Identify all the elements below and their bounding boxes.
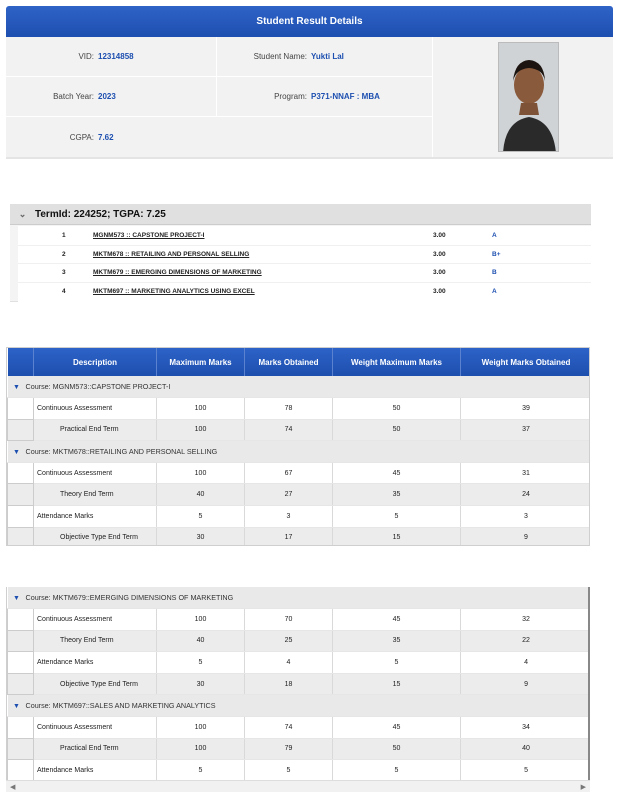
cell-max-marks: 30 — [157, 527, 245, 546]
student-result-title: Student Result Details — [256, 16, 363, 27]
cell-weight-obtained: 40 — [461, 738, 591, 760]
caret-down-icon[interactable]: ▼ — [13, 595, 20, 603]
cell-description: Continuous Assessment — [34, 717, 157, 739]
column-header-marks-obtained[interactable]: Marks Obtained — [245, 348, 333, 376]
table-row — [8, 738, 591, 760]
marks-grid-top — [6, 347, 590, 546]
cell-marks-obtained: 4 — [245, 652, 333, 674]
column-header-weight-obtained[interactable]: Weight Marks Obtained — [461, 348, 591, 376]
course-index: 3 — [62, 269, 66, 277]
cell-weight-obtained: 24 — [461, 484, 591, 506]
column-header-weight-max[interactable]: Weight Maximum Marks — [333, 348, 461, 376]
cell-description: Attendance Marks — [34, 506, 157, 528]
cell-description: Continuous Assessment — [34, 398, 157, 420]
course-group-row[interactable] — [8, 695, 591, 717]
cell-description: Attendance Marks — [34, 652, 157, 674]
cell-weight-max: 50 — [333, 398, 461, 420]
table-row — [8, 484, 591, 506]
table-row — [8, 398, 591, 420]
list-item — [18, 245, 591, 264]
cell-weight-obtained: 32 — [461, 609, 591, 631]
course-grade: B — [492, 269, 497, 277]
cell-weight-obtained: 37 — [461, 419, 591, 441]
student-info-panel — [6, 37, 613, 157]
cell-weight-obtained: 31 — [461, 462, 591, 484]
course-grade: A — [492, 287, 497, 295]
column-header-description[interactable]: Description — [34, 348, 157, 376]
list-item — [18, 263, 591, 282]
vertical-scrollbar[interactable] — [588, 587, 590, 780]
cell-max-marks: 100 — [157, 717, 245, 739]
info-row-2 — [6, 77, 432, 117]
course-index: 2 — [62, 250, 66, 258]
cell-weight-obtained: 9 — [461, 673, 591, 695]
info-row-1 — [6, 37, 432, 77]
cell-weight-obtained: 4 — [461, 652, 591, 674]
program-value: P371-NNAF : MBA — [311, 92, 380, 101]
cell-weight-max: 45 — [333, 609, 461, 631]
student-photo-area — [432, 37, 613, 157]
avatar-icon — [499, 43, 559, 152]
term-course-list — [18, 226, 591, 302]
cell-marks-obtained: 27 — [245, 484, 333, 506]
course-link[interactable]: MKTM697 :: MARKETING ANALYTICS USING EXCEL — [93, 287, 255, 295]
list-item — [18, 282, 591, 301]
table-row — [8, 673, 591, 695]
student-result-header — [6, 6, 613, 37]
cell-max-marks: 30 — [157, 673, 245, 695]
table-row — [8, 717, 591, 739]
cell-weight-obtained: 9 — [461, 527, 591, 546]
row-selector[interactable] — [8, 506, 34, 528]
cell-weight-max: 50 — [333, 738, 461, 760]
cell-description: Practical End Term — [34, 738, 157, 760]
vid-label: VID: — [78, 52, 94, 61]
term-title: TermId: 224252; TGPA: 7.25 — [35, 208, 166, 220]
cell-weight-obtained: 22 — [461, 630, 591, 652]
cell-description: Attendance Marks — [34, 760, 157, 782]
course-group-row[interactable] — [8, 441, 591, 463]
scroll-right-icon[interactable]: ▶ — [580, 783, 586, 791]
marks-table-continued — [7, 587, 590, 782]
table-row — [8, 760, 591, 782]
caret-down-icon[interactable]: ▼ — [13, 384, 20, 392]
course-group-label: Course: MKTM697::SALES AND MARKETING ANALYTICS — [25, 701, 216, 711]
course-grade: A — [492, 231, 497, 239]
cell-max-marks: 5 — [157, 652, 245, 674]
cell-weight-obtained: 34 — [461, 717, 591, 739]
cell-marks-obtained: 3 — [245, 506, 333, 528]
course-link[interactable]: MGNM573 :: CAPSTONE PROJECT-I — [93, 231, 205, 239]
term-header[interactable] — [10, 204, 591, 225]
row-selector[interactable] — [8, 673, 34, 695]
cell-max-marks: 100 — [157, 419, 245, 441]
table-row — [8, 527, 591, 546]
cell-weight-max: 5 — [333, 652, 461, 674]
cell-marks-obtained: 18 — [245, 673, 333, 695]
student-name-value: Yukti Lal — [311, 52, 344, 61]
table-row — [8, 652, 591, 674]
cell-weight-obtained: 39 — [461, 398, 591, 420]
cell-weight-max: 35 — [333, 630, 461, 652]
row-selector[interactable] — [8, 419, 34, 441]
cell-weight-max: 5 — [333, 760, 461, 782]
cell-weight-max: 5 — [333, 506, 461, 528]
horizontal-scrollbar[interactable] — [6, 780, 590, 792]
term-panel — [10, 204, 591, 302]
course-group-label: Course: MGNM573::CAPSTONE PROJECT-I — [25, 382, 171, 392]
cgpa-label: CGPA: — [69, 132, 94, 142]
cell-max-marks: 100 — [157, 609, 245, 631]
course-index: 1 — [62, 231, 66, 239]
row-selector[interactable] — [8, 760, 34, 782]
table-row — [8, 462, 591, 484]
cell-description: Theory End Term — [34, 484, 157, 506]
table-header-row — [8, 348, 591, 376]
cell-description: Practical End Term — [34, 419, 157, 441]
cell-marks-obtained: 25 — [245, 630, 333, 652]
course-link[interactable]: MKTM679 :: EMERGING DIMENSIONS OF MARKETING — [93, 269, 262, 277]
cell-weight-max: 35 — [333, 484, 461, 506]
course-group-row[interactable] — [8, 376, 591, 398]
row-selector[interactable] — [8, 527, 34, 546]
cell-weight-max: 50 — [333, 419, 461, 441]
cell-weight-max: 45 — [333, 717, 461, 739]
cell-marks-obtained: 5 — [245, 760, 333, 782]
cell-marks-obtained: 67 — [245, 462, 333, 484]
cell-max-marks: 100 — [157, 462, 245, 484]
info-row-3 — [6, 117, 432, 157]
course-grade: B+ — [492, 250, 501, 258]
cell-description: Theory End Term — [34, 630, 157, 652]
cell-max-marks: 100 — [157, 738, 245, 760]
course-group-label: Course: MKTM678::RETAILING AND PERSONAL SELLING — [25, 447, 218, 457]
student-photo — [498, 42, 559, 152]
column-header-max-marks[interactable]: Maximum Marks — [157, 348, 245, 376]
cell-description: Objective Type End Term — [34, 673, 157, 695]
caret-down-icon[interactable]: ▼ — [13, 449, 20, 457]
cell-marks-obtained: 70 — [245, 609, 333, 631]
caret-down-icon[interactable]: ▼ — [13, 703, 20, 711]
marks-table — [7, 348, 590, 546]
list-item — [18, 226, 591, 245]
cell-description: Continuous Assessment — [34, 462, 157, 484]
row-selector[interactable] — [8, 462, 34, 484]
cell-weight-obtained: 5 — [461, 760, 591, 782]
row-selector[interactable] — [8, 609, 34, 631]
program-label: Program: — [274, 92, 307, 101]
row-selector[interactable] — [8, 484, 34, 506]
batch-year-value: 2023 — [98, 92, 116, 101]
vid-value: 12314858 — [98, 52, 134, 61]
cell-weight-max: 45 — [333, 462, 461, 484]
table-row — [8, 630, 591, 652]
table-row — [8, 609, 591, 631]
row-selector[interactable] — [8, 717, 34, 739]
chevron-down-icon[interactable]: ⌄ — [18, 208, 27, 219]
cell-max-marks: 5 — [157, 506, 245, 528]
cell-max-marks: 40 — [157, 484, 245, 506]
course-index: 4 — [62, 287, 66, 295]
course-link[interactable]: MKTM678 :: RETAILING AND PERSONAL SELLING — [93, 250, 250, 258]
row-selector[interactable] — [8, 652, 34, 674]
course-group-label: Course: MKTM679::EMERGING DIMENSIONS OF MARKETING — [25, 593, 234, 603]
course-credits: 3.00 — [433, 269, 446, 277]
course-credits: 3.00 — [433, 250, 446, 258]
batch-year-label: Batch Year: — [53, 92, 94, 101]
cell-description: Objective Type End Term — [34, 527, 157, 546]
cell-marks-obtained: 78 — [245, 398, 333, 420]
cell-weight-max: 15 — [333, 527, 461, 546]
cell-marks-obtained: 74 — [245, 717, 333, 739]
course-credits: 3.00 — [433, 287, 446, 295]
row-selector[interactable] — [8, 630, 34, 652]
cell-weight-obtained: 3 — [461, 506, 591, 528]
marks-grid-bottom[interactable] — [6, 587, 590, 792]
cgpa-value: 7.62 — [98, 132, 114, 142]
cell-marks-obtained: 17 — [245, 527, 333, 546]
cell-marks-obtained: 74 — [245, 419, 333, 441]
scroll-left-icon[interactable]: ◀ — [10, 783, 16, 791]
course-credits: 3.00 — [433, 231, 446, 239]
table-row — [8, 419, 591, 441]
cell-max-marks: 5 — [157, 760, 245, 782]
student-name-label: Student Name: — [253, 52, 307, 61]
row-selector[interactable] — [8, 738, 34, 760]
row-selector[interactable] — [8, 398, 34, 420]
cell-max-marks: 100 — [157, 398, 245, 420]
course-group-row[interactable] — [8, 587, 591, 609]
cell-max-marks: 40 — [157, 630, 245, 652]
cell-weight-max: 15 — [333, 673, 461, 695]
cell-description: Continuous Assessment — [34, 609, 157, 631]
cell-marks-obtained: 79 — [245, 738, 333, 760]
table-row — [8, 506, 591, 528]
